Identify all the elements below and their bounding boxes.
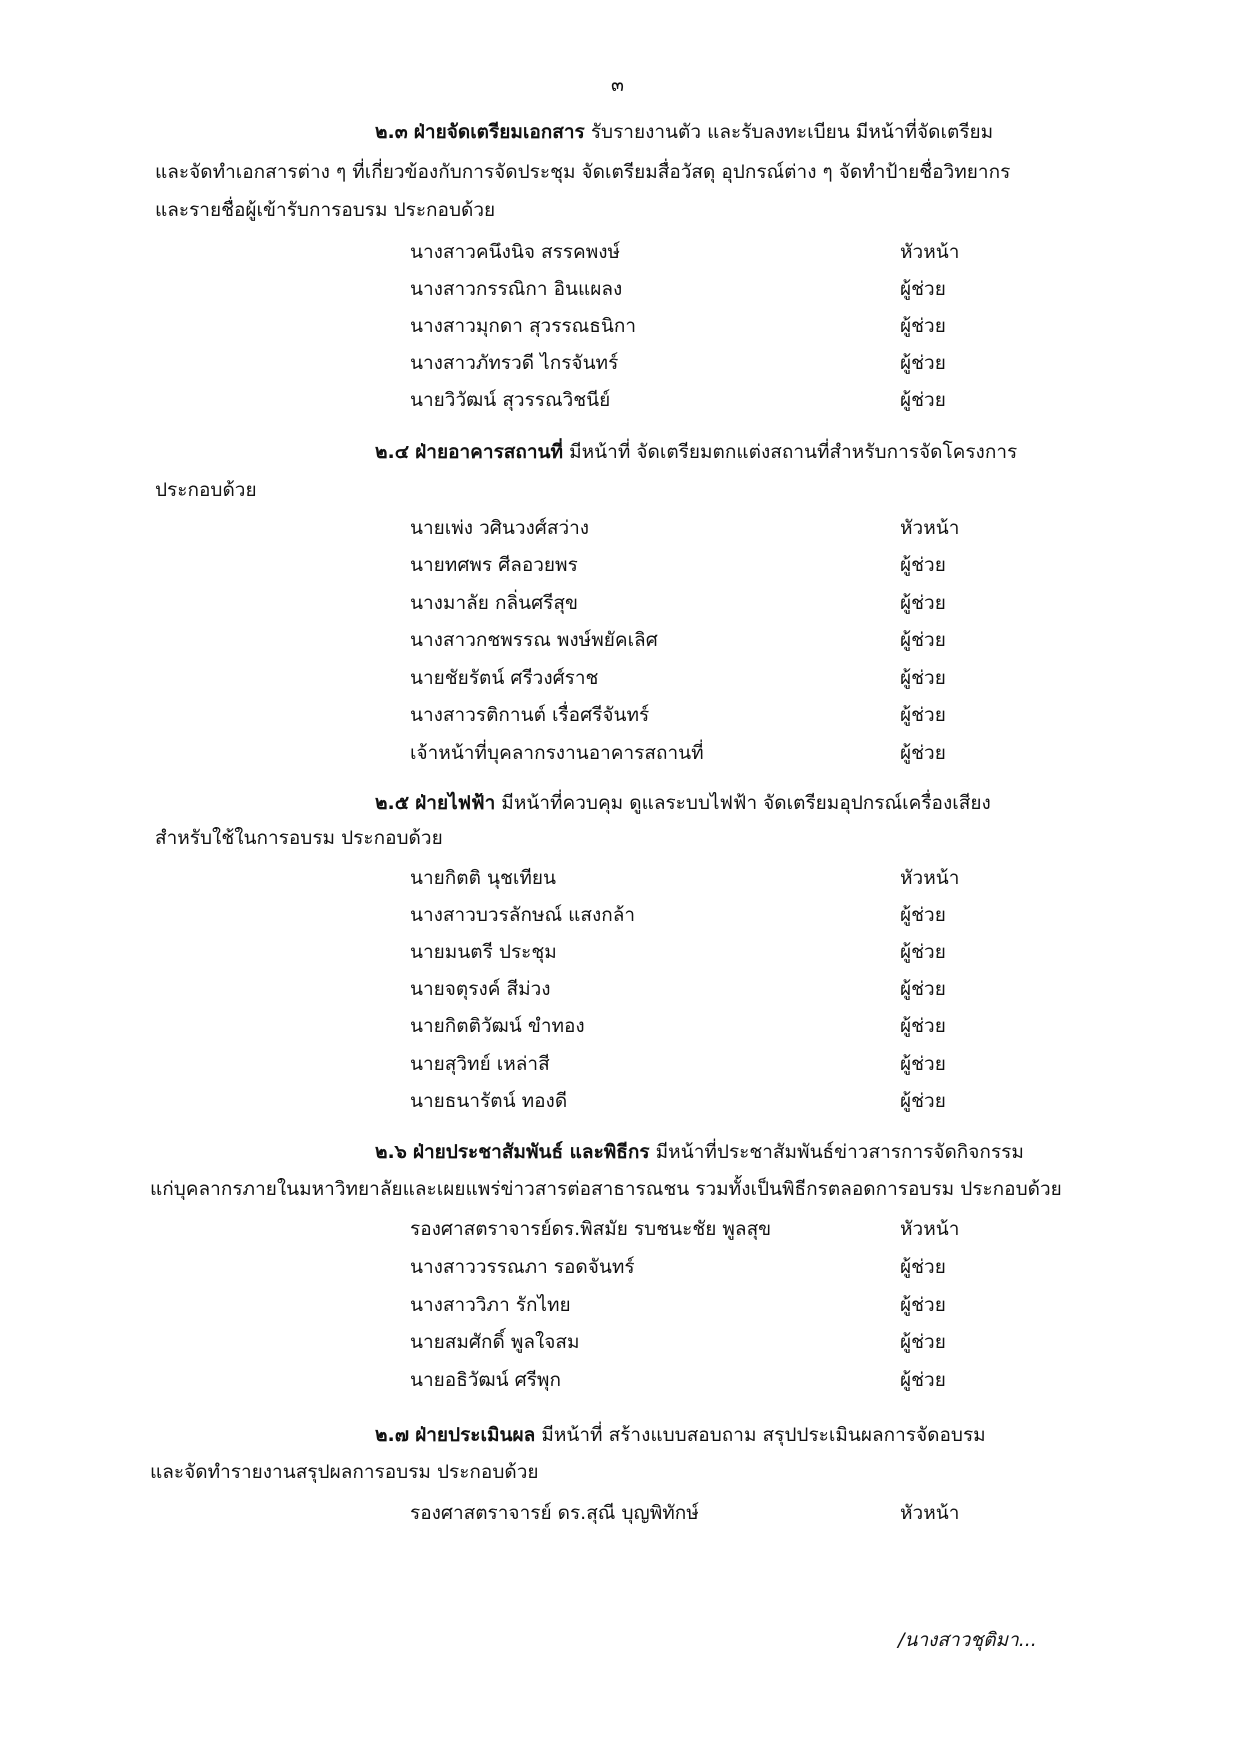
page-number: ๓ [611, 74, 624, 96]
member-role: ผู้ช่วย [900, 389, 946, 411]
section-title: ฝ่ายประชาสัมพันธ์ และพิธีกร [412, 1141, 650, 1163]
member-name: นางมาลัย กลิ่นศรีสุข [410, 592, 578, 614]
member-role: หัวหน้า [900, 1218, 960, 1240]
member-name: นายมนตรี ประชุม [410, 941, 557, 963]
section-intro-line: ประกอบด้วย [155, 479, 257, 501]
member-row [410, 346, 1030, 380]
section-number: ๒.๔ [375, 441, 410, 463]
member-role: ผู้ช่วย [900, 1331, 946, 1353]
member-role: ผู้ช่วย [900, 1256, 946, 1278]
member-name: นายสมศักดิ์ พูลใจสม [410, 1331, 580, 1353]
member-role: ผู้ช่วย [900, 742, 946, 764]
member-name: นางสาวภัทรวดี ไกรจันทร์ [410, 352, 619, 374]
member-row [410, 698, 1030, 732]
member-row [410, 1047, 1030, 1081]
member-role: ผู้ช่วย [900, 1015, 946, 1037]
member-role: หัวหน้า [900, 1502, 960, 1524]
member-name: นายธนารัตน์ ทองดี [410, 1090, 568, 1112]
member-row [410, 511, 1030, 545]
member-row [410, 1009, 1030, 1043]
member-row [410, 1250, 1030, 1284]
section-title: ฝ่ายอาคารสถานที่ [415, 441, 564, 463]
member-role: ผู้ช่วย [900, 904, 946, 926]
member-name: นายวิวัฒน์ สุวรรณวิชนีย์ [410, 389, 611, 411]
member-role: ผู้ช่วย [900, 704, 946, 726]
member-role: หัวหน้า [900, 517, 960, 539]
section-number: ๒.๗ [375, 1424, 410, 1446]
section-intro-line: และจัดทำรายงานสรุปผลการอบรม ประกอบด้วย [150, 1461, 539, 1483]
member-name: นายกิตติ นุชเทียน [410, 867, 557, 889]
member-row [410, 1084, 1030, 1118]
member-row [410, 898, 1030, 932]
member-name: นายจตุรงค์ สีม่วง [410, 978, 551, 1000]
member-role: ผู้ช่วย [900, 978, 946, 1000]
member-role: ผู้ช่วย [900, 1053, 946, 1075]
member-role: ผู้ช่วย [900, 592, 946, 614]
section-heading [375, 117, 1235, 147]
section-heading [375, 788, 1235, 818]
member-role: ผู้ช่วย [900, 629, 946, 651]
member-name: นางสาวมุกดา สุวรรณธนิกา [410, 315, 637, 337]
section-number: ๒.๓ [375, 121, 408, 143]
member-role: ผู้ช่วย [900, 352, 946, 374]
section-heading [375, 437, 1235, 467]
member-name: นายกิตติวัฒน์ ขำทอง [410, 1015, 585, 1037]
member-role: ผู้ช่วย [900, 315, 946, 337]
member-name: นายทศพร ศีลอวยพร [410, 554, 578, 576]
member-row [410, 309, 1030, 343]
member-row [410, 548, 1030, 582]
member-name: นางสาวรติกานต์ เรื่อศรีจันทร์ [410, 704, 650, 726]
member-name: รองศาสตราจารย์ ดร.สุณี บุญพิทักษ์ [410, 1502, 699, 1524]
member-row [410, 623, 1030, 657]
member-row [410, 661, 1030, 695]
section-heading [375, 1420, 1235, 1450]
member-name: นายเพ่ง วศินวงศ์สว่าง [410, 517, 590, 539]
member-role: ผู้ช่วย [900, 554, 946, 576]
member-row [410, 1325, 1030, 1359]
member-name: นางสาวกรรณิกา อินแผลง [410, 278, 623, 300]
member-name: นางสาวกชพรรณ พงษ์พยัคเลิศ [410, 629, 658, 651]
member-row [410, 272, 1030, 306]
section-title: ฝ่ายประเมินผล [415, 1424, 536, 1446]
member-name: นายสุวิทย์ เหล่าสี [410, 1053, 550, 1075]
section-intro: รับรายงานตัว และรับลงทะเบียน มีหน้าที่จัดเตรียม [590, 121, 994, 143]
section-intro: มีหน้าที่ สร้างแบบสอบถาม สรุปประเมินผลการจัดอบรม [541, 1424, 986, 1446]
section-intro-line: และจัดทำเอกสารต่าง ๆ ที่เกี่ยวข้องกับการจัดประชุม จัดเตรียมสื่อวัสดุ อุปกรณ์ต่าง ๆ จัดทำป้ายชื่อวิทยากร [155, 161, 1011, 183]
member-role: ผู้ช่วย [900, 1369, 946, 1391]
member-name: เจ้าหน้าที่บุคลากรงานอาคารสถานที่ [410, 742, 704, 764]
member-row [410, 1363, 1030, 1397]
member-row [410, 736, 1030, 770]
section-intro: มีหน้าที่ควบคุม ดูแลระบบไฟฟ้า จัดเตรียมอุปกรณ์เครื่องเสียง [501, 792, 991, 814]
section-intro-line: และรายชื่อผู้เข้ารับการอบรม ประกอบด้วย [155, 199, 496, 221]
member-role: ผู้ช่วย [900, 278, 946, 300]
member-name: รองศาสตราจารย์ดร.พิสมัย รบชนะชัย พูลสุข [410, 1218, 772, 1240]
section-intro-line: แก่บุคลากรภายในมหาวิทยาลัยและเผยแพร่ข่าวสารต่อสาธารณชน รวมทั้งเป็นพิธีกรตลอดการอบรม ประกอบด้วย [150, 1178, 1062, 1200]
member-row [410, 1496, 1030, 1530]
section-title: ฝ่ายจัดเตรียมเอกสาร [413, 121, 585, 143]
member-row [410, 1212, 1030, 1246]
member-role: หัวหน้า [900, 241, 960, 263]
section-number: ๒.๕ [375, 792, 410, 814]
section-intro-line: สำหรับใช้ในการอบรม ประกอบด้วย [155, 827, 443, 849]
member-row [410, 972, 1030, 1006]
member-role: ผู้ช่วย [900, 1294, 946, 1316]
member-row [410, 586, 1030, 620]
member-role: ผู้ช่วย [900, 941, 946, 963]
member-row [410, 935, 1030, 969]
member-name: นายอธิวัฒน์ ศรีพุก [410, 1369, 561, 1391]
member-role: ผู้ช่วย [900, 667, 946, 689]
member-row [410, 383, 1030, 417]
member-role: ผู้ช่วย [900, 1090, 946, 1112]
member-name: นางสาวคนึงนิจ สรรคพงษ์ [410, 241, 621, 263]
member-row [410, 1288, 1030, 1322]
section-intro: มีหน้าที่ประชาสัมพันธ์ข่าวสารการจัดกิจกรรม [655, 1141, 1024, 1163]
section-title: ฝ่ายไฟฟ้า [415, 792, 496, 814]
section-number: ๒.๖ [375, 1141, 407, 1163]
member-name: นายชัยรัตน์ ศรีวงศ์ราช [410, 667, 599, 689]
member-name: นางสาวบวรลักษณ์ แสงกล้า [410, 904, 636, 926]
member-name: นางสาววิภา รักไทย [410, 1294, 571, 1316]
continuation-note: /นางสาวชุติมา... [898, 1629, 1037, 1651]
member-row [410, 235, 1030, 269]
section-intro: มีหน้าที่ จัดเตรียมตกแต่งสถานที่สำหรับการจัดโครงการ [569, 441, 1018, 463]
member-role: หัวหน้า [900, 867, 960, 889]
section-heading [375, 1137, 1235, 1167]
member-name: นางสาววรรณภา รอดจันทร์ [410, 1256, 635, 1278]
member-row [410, 861, 1030, 895]
